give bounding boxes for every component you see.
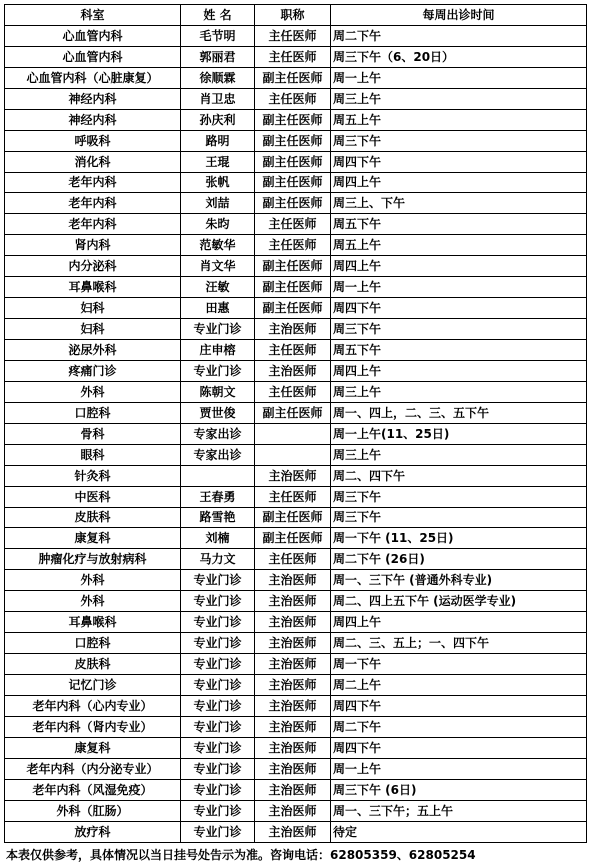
cell-name: 专业门诊 [181, 695, 255, 716]
cell-dept: 外科 [5, 570, 181, 591]
cell-time: 周二、三、五上；一、四下午 [331, 633, 587, 654]
table-row [5, 67, 587, 88]
cell-time: 周三下午 [331, 486, 587, 507]
cell-title: 副主任医师 [255, 528, 331, 549]
cell-dept: 肾内科 [5, 235, 181, 256]
cell-dept: 老年内科 [5, 214, 181, 235]
cell-time: 周四下午 [331, 737, 587, 758]
table-row [5, 235, 587, 256]
cell-time: 周五上午 [331, 235, 587, 256]
header-time: 每周出诊时间 [331, 5, 587, 26]
cell-dept: 神经内科 [5, 88, 181, 109]
cell-time: 周五下午 [331, 214, 587, 235]
cell-name: 朱昀 [181, 214, 255, 235]
cell-time: 周一下午 (11、25日) [331, 528, 587, 549]
table-row [5, 402, 587, 423]
cell-title: 主治医师 [255, 800, 331, 821]
cell-title: 副主任医师 [255, 172, 331, 193]
table-row [5, 633, 587, 654]
cell-title: 主治医师 [255, 633, 331, 654]
cell-name: 王春勇 [181, 486, 255, 507]
table-row [5, 444, 587, 465]
schedule-body [5, 25, 587, 842]
cell-title: 主任医师 [255, 46, 331, 67]
table-row [5, 151, 587, 172]
cell-name: 专业门诊 [181, 654, 255, 675]
cell-title: 副主任医师 [255, 256, 331, 277]
cell-time: 周二下午 [331, 716, 587, 737]
table-row [5, 360, 587, 381]
cell-dept: 针灸科 [5, 465, 181, 486]
cell-name: 专业门诊 [181, 821, 255, 842]
cell-time: 周三下午（6、20日） [331, 46, 587, 67]
table-row [5, 193, 587, 214]
cell-time: 周四下午 [331, 298, 587, 319]
cell-dept: 心血管内科（心脏康复） [5, 67, 181, 88]
table-row [5, 591, 587, 612]
cell-time: 周一上午 [331, 758, 587, 779]
schedule-table [4, 4, 587, 843]
cell-time: 周二上午 [331, 675, 587, 696]
cell-time: 周三下午 [331, 507, 587, 528]
cell-time: 周一下午 [331, 654, 587, 675]
cell-name: 专家出诊 [181, 423, 255, 444]
cell-name: 专业门诊 [181, 319, 255, 340]
cell-title: 主任医师 [255, 235, 331, 256]
cell-dept: 外科 [5, 381, 181, 402]
cell-dept: 老年内科（肾内专业） [5, 716, 181, 737]
cell-name: 专家出诊 [181, 444, 255, 465]
cell-dept: 神经内科 [5, 109, 181, 130]
cell-title: 副主任医师 [255, 67, 331, 88]
header-dept: 科室 [5, 5, 181, 26]
cell-name: 专业门诊 [181, 758, 255, 779]
cell-time: 周一上午 [331, 67, 587, 88]
header-title: 职称 [255, 5, 331, 26]
cell-title: 主治医师 [255, 758, 331, 779]
table-row [5, 465, 587, 486]
cell-name: 毛节明 [181, 25, 255, 46]
table-row [5, 423, 587, 444]
cell-name: 马力文 [181, 549, 255, 570]
header-name: 姓 名 [181, 5, 255, 26]
cell-time: 待定 [331, 821, 587, 842]
cell-time: 周三下午 (6日) [331, 779, 587, 800]
table-row [5, 716, 587, 737]
table-row [5, 821, 587, 842]
table-row [5, 277, 587, 298]
cell-title: 副主任医师 [255, 151, 331, 172]
table-row [5, 381, 587, 402]
cell-dept: 耳鼻喉科 [5, 612, 181, 633]
cell-name: 肖卫忠 [181, 88, 255, 109]
cell-time: 周二下午 (26日) [331, 549, 587, 570]
cell-name: 专业门诊 [181, 716, 255, 737]
cell-name: 范敏华 [181, 235, 255, 256]
table-row [5, 486, 587, 507]
cell-name: 贾世俊 [181, 402, 255, 423]
cell-title [255, 444, 331, 465]
table-row [5, 25, 587, 46]
cell-dept: 老年内科 [5, 172, 181, 193]
cell-title: 主任医师 [255, 25, 331, 46]
cell-dept: 疼痛门诊 [5, 360, 181, 381]
cell-title: 主治医师 [255, 591, 331, 612]
cell-dept: 口腔科 [5, 633, 181, 654]
cell-time: 周一、四上，二、三、五下午 [331, 402, 587, 423]
cell-dept: 泌尿外科 [5, 340, 181, 361]
table-row [5, 319, 587, 340]
table-row [5, 654, 587, 675]
cell-dept: 心血管内科 [5, 25, 181, 46]
cell-dept: 外科 [5, 591, 181, 612]
cell-title: 主治医师 [255, 570, 331, 591]
cell-name: 肖文华 [181, 256, 255, 277]
cell-name [181, 465, 255, 486]
cell-title: 主治医师 [255, 779, 331, 800]
cell-time: 周一、三下午；五上午 [331, 800, 587, 821]
cell-name: 张帆 [181, 172, 255, 193]
cell-dept: 口腔科 [5, 402, 181, 423]
cell-title [255, 423, 331, 444]
cell-time: 周四上午 [331, 172, 587, 193]
cell-title: 主治医师 [255, 465, 331, 486]
cell-name: 专业门诊 [181, 612, 255, 633]
cell-name: 专业门诊 [181, 779, 255, 800]
cell-title: 主治医师 [255, 821, 331, 842]
cell-dept: 康复科 [5, 737, 181, 758]
footnote: 本表仅供参考，具体情况以当日挂号处告示为准。咨询电话：62805359、62805254 [6, 848, 476, 862]
table-row [5, 298, 587, 319]
cell-name: 田惠 [181, 298, 255, 319]
cell-dept: 放疗科 [5, 821, 181, 842]
cell-name: 王琨 [181, 151, 255, 172]
cell-title: 主治医师 [255, 675, 331, 696]
cell-title: 副主任医师 [255, 298, 331, 319]
cell-title: 主治医师 [255, 716, 331, 737]
cell-dept: 老年内科 [5, 193, 181, 214]
cell-title: 主治医师 [255, 695, 331, 716]
table-row [5, 570, 587, 591]
cell-dept: 消化科 [5, 151, 181, 172]
cell-name: 专业门诊 [181, 360, 255, 381]
cell-time: 周一上午 [331, 277, 587, 298]
cell-time: 周四上午 [331, 256, 587, 277]
cell-dept: 中医科 [5, 486, 181, 507]
cell-title: 副主任医师 [255, 193, 331, 214]
cell-time: 周四上午 [331, 612, 587, 633]
cell-title: 主治医师 [255, 319, 331, 340]
cell-dept: 内分泌科 [5, 256, 181, 277]
table-row [5, 528, 587, 549]
cell-title: 主治医师 [255, 612, 331, 633]
table-row [5, 779, 587, 800]
cell-dept: 老年内科（风湿免疫） [5, 779, 181, 800]
table-row [5, 612, 587, 633]
cell-time: 周三下午 [331, 319, 587, 340]
cell-time: 周三上午 [331, 88, 587, 109]
table-row [5, 507, 587, 528]
cell-title: 主任医师 [255, 88, 331, 109]
cell-dept: 皮肤科 [5, 507, 181, 528]
cell-dept: 呼吸科 [5, 130, 181, 151]
cell-title: 主治医师 [255, 360, 331, 381]
table-row [5, 737, 587, 758]
cell-time: 周一、三下午 (普通外科专业) [331, 570, 587, 591]
cell-dept: 心血管内科 [5, 46, 181, 67]
cell-name: 路明 [181, 130, 255, 151]
cell-time: 周四下午 [331, 695, 587, 716]
cell-time: 周二、四上五下午 (运动医学专业) [331, 591, 587, 612]
table-row [5, 800, 587, 821]
cell-time: 周三上、下午 [331, 193, 587, 214]
cell-dept: 妇科 [5, 319, 181, 340]
cell-name: 刘喆 [181, 193, 255, 214]
cell-title: 主治医师 [255, 737, 331, 758]
cell-time: 周五上午 [331, 109, 587, 130]
header-row [5, 5, 587, 26]
cell-dept: 记忆门诊 [5, 675, 181, 696]
table-row [5, 675, 587, 696]
cell-name: 徐顺霖 [181, 67, 255, 88]
table-row [5, 130, 587, 151]
cell-title: 主任医师 [255, 486, 331, 507]
cell-time: 周四下午 [331, 151, 587, 172]
table-row [5, 256, 587, 277]
cell-name: 刘楠 [181, 528, 255, 549]
cell-title: 主任医师 [255, 340, 331, 361]
cell-title: 副主任医师 [255, 277, 331, 298]
cell-title: 主任医师 [255, 549, 331, 570]
cell-dept: 老年内科（心内专业） [5, 695, 181, 716]
cell-time: 周三下午 [331, 130, 587, 151]
cell-name: 专业门诊 [181, 737, 255, 758]
cell-time: 周二、四下午 [331, 465, 587, 486]
cell-name: 路雪艳 [181, 507, 255, 528]
cell-name: 汪敏 [181, 277, 255, 298]
cell-name: 孙庆利 [181, 109, 255, 130]
table-row [5, 758, 587, 779]
cell-name: 专业门诊 [181, 570, 255, 591]
cell-dept: 老年内科（内分泌专业） [5, 758, 181, 779]
cell-title: 副主任医师 [255, 109, 331, 130]
cell-dept: 康复科 [5, 528, 181, 549]
cell-title: 副主任医师 [255, 130, 331, 151]
cell-dept: 外科（肛肠） [5, 800, 181, 821]
cell-name: 专业门诊 [181, 800, 255, 821]
cell-title: 主任医师 [255, 214, 331, 235]
table-row [5, 214, 587, 235]
cell-time: 周三上午 [331, 381, 587, 402]
cell-title: 副主任医师 [255, 402, 331, 423]
cell-dept: 肿瘤化疗与放射病科 [5, 549, 181, 570]
cell-dept: 骨科 [5, 423, 181, 444]
table-row [5, 109, 587, 130]
cell-name: 庄申榕 [181, 340, 255, 361]
table-row [5, 340, 587, 361]
table-row [5, 549, 587, 570]
cell-name: 陈朝文 [181, 381, 255, 402]
cell-name: 专业门诊 [181, 633, 255, 654]
cell-name: 专业门诊 [181, 675, 255, 696]
cell-name: 专业门诊 [181, 591, 255, 612]
cell-name: 郭丽君 [181, 46, 255, 67]
cell-time: 周三上午 [331, 444, 587, 465]
table-row [5, 695, 587, 716]
cell-time: 周一上午(11、25日) [331, 423, 587, 444]
cell-dept: 眼科 [5, 444, 181, 465]
cell-time: 周五下午 [331, 340, 587, 361]
cell-dept: 妇科 [5, 298, 181, 319]
table-row [5, 46, 587, 67]
cell-dept: 皮肤科 [5, 654, 181, 675]
cell-time: 周四上午 [331, 360, 587, 381]
cell-time: 周二下午 [331, 25, 587, 46]
table-row [5, 172, 587, 193]
cell-title: 主任医师 [255, 381, 331, 402]
cell-title: 主治医师 [255, 654, 331, 675]
cell-dept: 耳鼻喉科 [5, 277, 181, 298]
cell-title: 副主任医师 [255, 507, 331, 528]
table-row [5, 88, 587, 109]
